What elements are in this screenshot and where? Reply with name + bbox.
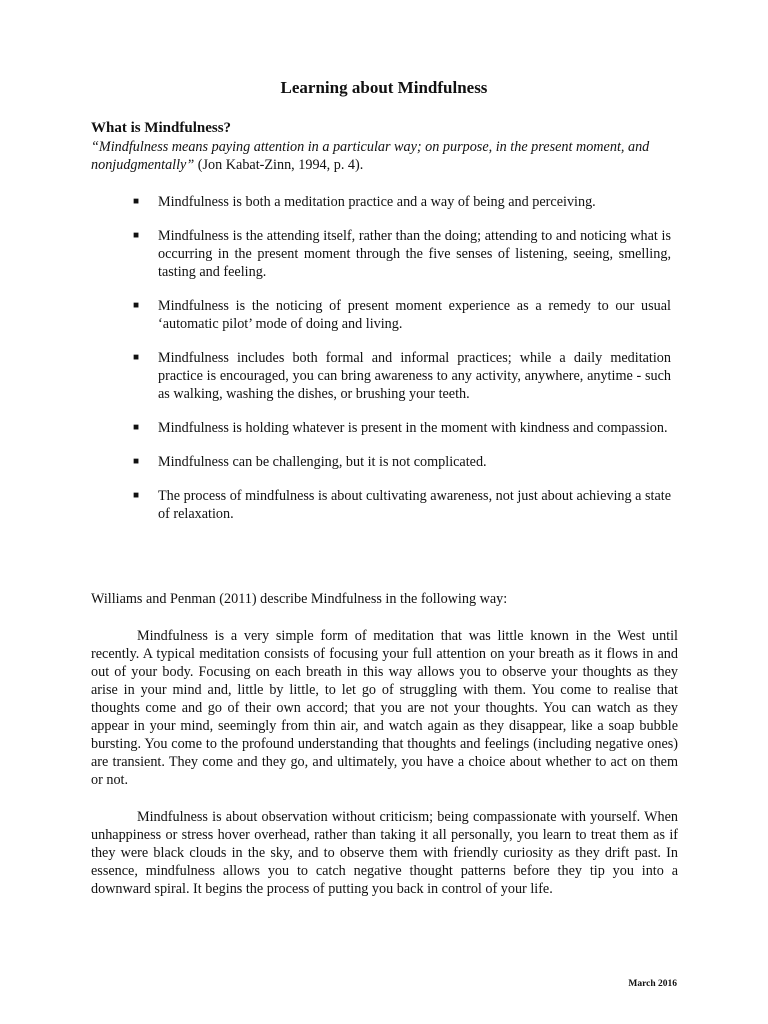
bullet-square-icon: ■ xyxy=(133,422,140,433)
bullet-text: Mindfulness includes both formal and informal practices; while a daily meditation practice is encouraged, you can bring awareness to any activity, anywhere, anytime - such as walking, washing the dishes, or brushing your teeth. xyxy=(158,350,671,402)
body-paragraph: Mindfulness is a very simple form of meditation that was little known in the West until recently. A typical meditation consists of focusing your full attention on your breath as it flows in and out of your body. Focusing on each breath in this way allows you to observe your thoughts as they arise in your mind and, little by little, to let go of struggling with them. You come to realise that thoughts come and go of their own accord; that you are not your thoughts. You can watch as they appear in your mind, seemingly from thin air, and watch again as they disappear, like a soap bubble bursting. You come to the profound understanding that thoughts and feelings (including negative ones) are transient. They come and they go, and ultimately, you have a choice about whether to act on them or not. xyxy=(91,628,678,788)
bullet-text: Mindfulness can be challenging, but it is not complicated. xyxy=(158,454,487,470)
bullet-square-icon: ■ xyxy=(133,490,140,501)
intro-sentence: Williams and Penman (2011) describe Mindfulness in the following way: xyxy=(91,591,508,607)
bullet-item xyxy=(133,193,671,211)
bullet-item xyxy=(133,227,671,281)
bullet-text: Mindfulness is the noticing of present moment experience as a remedy to our usual ‘automatic pilot’ mode of doing and living. xyxy=(158,298,671,332)
bullet-item xyxy=(133,453,671,471)
quote-citation: (Jon Kabat-Zinn, 1994, p. 4). xyxy=(194,157,364,173)
bullet-item xyxy=(133,297,671,333)
bullet-square-icon: ■ xyxy=(133,352,140,363)
page-title: Learning about Mindfulness xyxy=(280,78,488,97)
bullet-item xyxy=(133,349,671,403)
footer-date: March 2016 xyxy=(628,979,677,989)
bullet-text: The process of mindfulness is about cultivating awareness, not just about achieving a state of relaxation. xyxy=(158,488,671,522)
section-heading: What is Mindfulness? xyxy=(91,120,232,136)
bullet-text: Mindfulness is both a meditation practice and a way of being and perceiving. xyxy=(158,194,596,210)
bullet-square-icon: ■ xyxy=(133,196,140,207)
bullet-text: Mindfulness is the attending itself, rather than the doing; attending to and noticing what is occurring in the present moment through the five senses of listening, seeing, smelling, tasting and feeling. xyxy=(158,228,671,280)
bullet-item xyxy=(133,419,671,437)
bullet-list xyxy=(133,193,671,539)
body-paragraph: Mindfulness is about observation without criticism; being compassionate with yourself. When unhappiness or stress hover overhead, rather than taking it all personally, you learn to treat them as if they were black clouds in the sky, and to observe them with friendly curiosity as they drift past. In essence, mindfulness allows you to catch negative thought patterns before they tip you into a downward spiral. It begins the process of putting you back in control of your life. xyxy=(91,809,678,897)
definition-quote xyxy=(91,138,651,174)
bullet-text: Mindfulness is holding whatever is present in the moment with kindness and compassion. xyxy=(158,420,668,436)
bullet-square-icon: ■ xyxy=(133,230,140,241)
bullet-square-icon: ■ xyxy=(133,456,140,467)
bullet-square-icon: ■ xyxy=(133,300,140,311)
bullet-item xyxy=(133,487,671,523)
quote-text: “Mindfulness means paying attention in a particular way; on purpose, in the present moment, and nonjudgmentally” xyxy=(91,139,650,173)
